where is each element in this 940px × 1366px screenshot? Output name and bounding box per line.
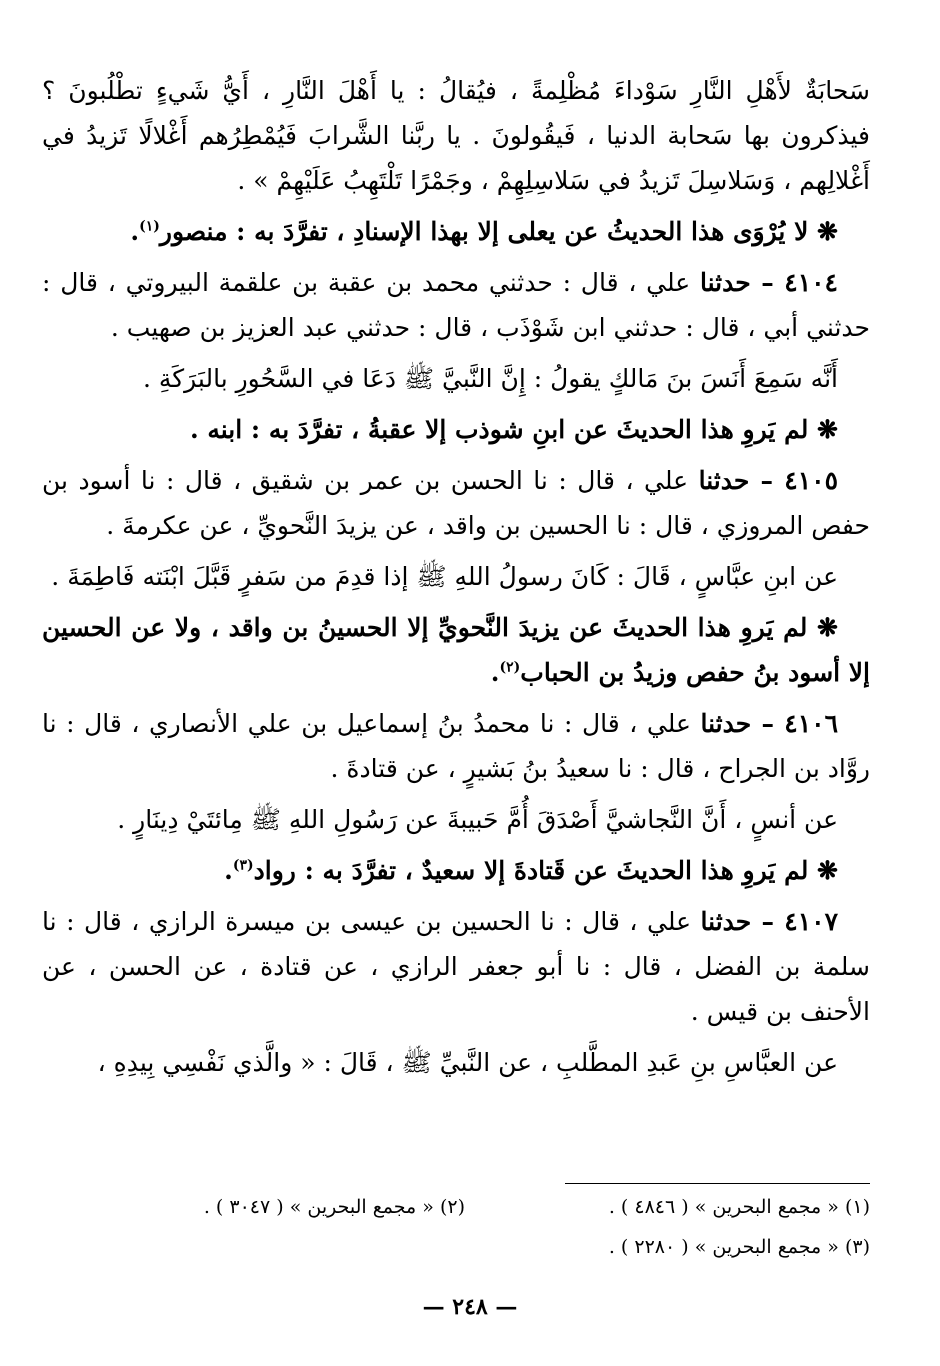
star-icon: ❋ <box>817 415 838 444</box>
star-icon: ❋ <box>817 217 838 246</box>
note-text: لا يُرْوَى هذا الحديثُ عن يعلى إلا بهذا الإسنادِ ، تفرَّدَ به : منصور <box>159 217 809 246</box>
text-paragraph: عن أنسٍ ، أَنَّ النَّجاشيَّ أَصْدَقَ أُمَّ حَبيبةَ عن رَسُولِ اللهِ ﷺ مِائتَيْ دِينَارٍ . <box>117 805 838 834</box>
footnote-ref: (٣) <box>232 857 254 874</box>
text-paragraph: عن العبَّاسِ بنِ عَبدِ المطَّلبِ ، عن النَّبيِّ ﷺ ، قَالَ : « والَّذي نَفْسِي بِيدِهِ ، <box>97 1048 838 1077</box>
hadith-paragraph <box>42 899 870 1034</box>
note-text: لم يَروِ هذا الحديثَ عن قَتادةَ إلا سعيدٌ ، تفرَّدَ به : رواد <box>253 856 809 885</box>
hadith-head: – حدثنا <box>699 268 785 297</box>
narrator-note <box>42 209 870 254</box>
footnotes-row-2 <box>60 1236 870 1258</box>
note-end: . <box>130 217 140 246</box>
footnote-separator <box>565 1183 870 1184</box>
hadith-head: – حدثنا <box>700 709 785 738</box>
note-end: . <box>490 658 500 687</box>
narrator-note <box>42 605 870 695</box>
note-text: لم يَروِ هذا الحديثَ عن ابنِ شوذب إلا عقبةُ ، تفرَّدَ به : ابنه . <box>189 415 809 444</box>
hadith-number: ٤١٠٥ <box>784 466 838 495</box>
hadith-text: علي ، قال : نا الحسين بن عيسى بن ميسرة الرازي ، قال : نا سلمة بن الفضل ، قال : نا أبو جعفر الرازي ، عن قتادة ، عن الحسن ، عن الأحنف بن قيس . <box>42 907 870 1026</box>
hadith-text: علي ، قال : نا محمدُ بنُ إسماعيل بن علي الأنصاري ، قال : نا روَّاد بن الجراح ، قال : نا سعيدُ بنُ بَشيرٍ ، عن قتادةَ . <box>42 709 870 783</box>
footnote-2: (٢) « مجمع البحرين » ( ٣٠٤٧ ) . <box>203 1196 465 1218</box>
narrator-note <box>42 848 870 893</box>
hadith-number: ٤١٠٤ <box>784 268 838 297</box>
footnote-3: (٣) « مجمع البحرين » ( ٢٢٨٠ ) . <box>608 1236 870 1258</box>
hadith-head: – حدثنا <box>700 907 785 936</box>
hadith-paragraph <box>42 701 870 791</box>
hadith-text: علي ، قال : نا الحسن بن عمر بن شقيق ، قال : نا أسود بن حفص المروزي ، قال : نا الحسين بن واقد ، عن يزيدَ النَّحويِّ ، عن عكرمةَ . <box>42 466 870 540</box>
text-paragraph: أَنَّه سَمِعَ أَنَسَ بنَ مَالكٍ يقولُ : إِنَّ النَّبيَّ ﷺ دَعَا في السَّحُورِ بالبَرَكَةِ . <box>142 364 838 393</box>
note-end: . <box>224 856 233 885</box>
text-paragraph: سَحابَةٌ لأَهْلِ النَّارِ سَوْداءَ مُظْلِمةً ، فيُقالُ : يا أَهْلَ النَّارِ ، أَيُّ شَيءٍ تطْلُبونَ ؟ فيذكرون بها سَحابة الدنيا ، فَيقُولونَ . يا ربَّنا الشَّرابَ فَيُمْطِرُهم أَغْلالًا تَزيدُ في أَغْلالِهم ، وَسَلاسِلَ تَزيدُ في سَلاسِلِهِمْ ، وجَمْرًا تَلْتَهِبُ عَلَيْهِمْ » . <box>42 76 870 195</box>
footnote-1: (١) « مجمع البحرين » ( ٤٨٤٦ ) . <box>608 1196 870 1218</box>
footnote-ref: (٢) <box>499 659 521 676</box>
note-text: لم يَروِ هذا الحديثَ عن يزيدَ النَّحويِّ إلا الحسينُ بن واقد ، ولا عن الحسين إلا أسود بنُ حفص وزيدُ بن الحباب <box>42 613 870 687</box>
text-paragraph: عن ابنِ عبَّاسٍ ، قَالَ : كَانَ رسولُ اللهِ ﷺ إذا قدِمَ من سَفرٍ قَبَّلَ ابْنَته فَاطِمَةَ . <box>51 562 838 591</box>
hadith-paragraph <box>42 260 870 350</box>
star-icon: ❋ <box>817 856 838 885</box>
footnotes-row-1 <box>60 1196 870 1218</box>
narrator-note <box>42 407 870 452</box>
hadith-paragraph <box>42 458 870 548</box>
main-text <box>42 68 870 1091</box>
star-icon: ❋ <box>817 613 838 642</box>
hadith-text: علي ، قال : حدثني محمد بن عقبة بن علقمة البيروتي ، قال : حدثني أبي ، قال : حدثني ابن شَوْذَب ، قال : حدثني عبد العزيز بن صهيب . <box>42 268 870 342</box>
hadith-head: – حدثنا <box>698 466 785 495</box>
hadith-number: ٤١٠٧ <box>784 907 838 936</box>
footnote-ref: (١) <box>139 218 160 235</box>
page-number: — ٢٤٨ — <box>422 1294 518 1320</box>
hadith-number: ٤١٠٦ <box>784 709 838 738</box>
